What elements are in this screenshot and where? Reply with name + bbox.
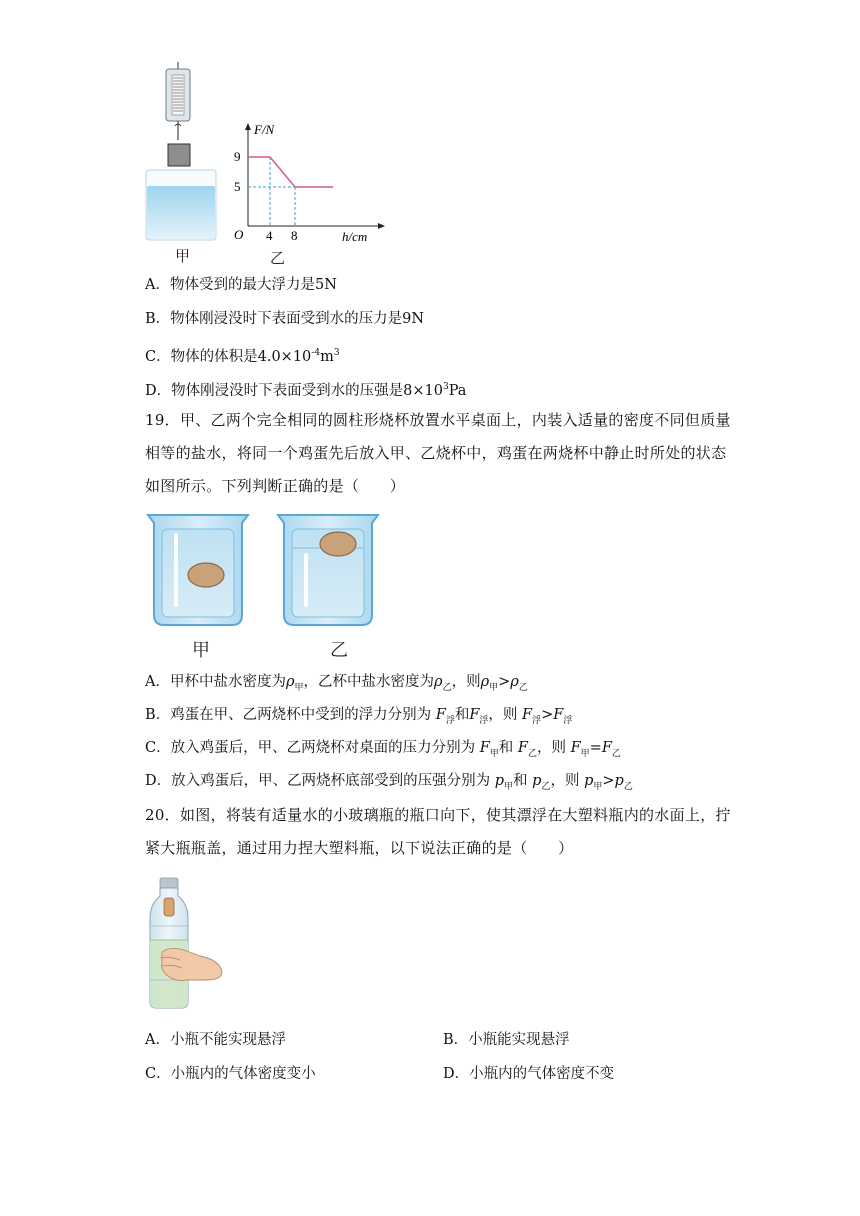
q19-a-text3: ，则	[451, 674, 481, 690]
q19-a-sub2: 乙	[442, 682, 452, 693]
q20-stem-line1: 20．如图，将装有适量水的小玻璃瓶的瓶口向下，使其漂浮在大塑料瓶内的水面上，拧	[145, 806, 731, 824]
q19-d-text3: ，则	[550, 773, 585, 789]
q19-d-sym1: p	[494, 773, 505, 789]
q19-c-text1: C．放入鸡蛋后，甲、乙两烧杯对桌面的压力分别为	[145, 740, 480, 756]
q18-option-c-unit: m	[320, 348, 334, 365]
q19-a-sym3: ρ	[480, 674, 490, 690]
force-curve	[248, 157, 333, 187]
q19-d-sym2: p	[532, 773, 542, 789]
y-tick-5: 5	[234, 179, 241, 194]
q20-stem-line2: 紧大瓶瓶盖，通过用力捏大塑料瓶，以下说法正确的是（ ）	[145, 839, 574, 857]
q19-option-a[interactable]	[145, 672, 528, 698]
q20-option-d[interactable]: D．小瓶内的气体密度不变	[443, 1066, 615, 1082]
q19-stem-line2: 相等的盐水，将同一个鸡蛋先后放入甲、乙烧杯中，鸡蛋在两烧杯中静止时所处的状态	[145, 444, 727, 462]
q19-c-sub2: 乙	[527, 748, 537, 759]
q19-b-sub2: 浮	[479, 715, 489, 726]
origin-label: O	[234, 227, 244, 242]
q18-option-c-unit-exp: 3	[333, 348, 340, 358]
q18-option-d-prefix: D．物体刚浸没时下表面受到水的压强是	[145, 382, 404, 399]
q19-stem-line1: 19．甲、乙两个完全相同的圆柱形烧杯放置水平桌面上，内装入适量的密度不同但质量	[145, 411, 731, 429]
figure1-caption-left: 甲	[175, 247, 191, 265]
q20-option-a[interactable]: A．小瓶不能实现悬浮	[145, 1032, 286, 1048]
q19-d-sub3: 甲	[593, 781, 603, 792]
beaker-right	[278, 515, 378, 625]
beaker-left-label: 甲	[192, 640, 210, 661]
q19-d-sub4: 乙	[623, 781, 633, 792]
q19-option-d[interactable]	[145, 771, 633, 797]
y-tick-9: 9	[234, 149, 241, 164]
q19-a-sub1: 甲	[294, 682, 304, 693]
q19-b-sub3: 浮	[532, 715, 542, 726]
q19-b-sym1: F	[435, 707, 446, 723]
q19-a-sym2: ρ	[434, 674, 443, 690]
q19-c-sym4: F	[601, 740, 612, 756]
q18-option-c[interactable]	[145, 343, 340, 367]
q18-option-d-unit: Pa	[448, 382, 467, 399]
q19-d-text2: 和	[513, 773, 533, 789]
beaker-left	[148, 515, 248, 625]
q19-b-text3: ，则	[488, 707, 523, 723]
figure1-caption-right: 乙	[270, 249, 286, 267]
q19-b-sym3: F	[522, 707, 533, 723]
q18-option-d-exp: 3	[442, 382, 449, 392]
q19-a-sub3: 甲	[489, 682, 499, 693]
q19-a-text2: ，乙杯中盐水密度为	[303, 674, 435, 690]
q18-option-c-exp: -4	[311, 348, 321, 358]
q19-c-sub1: 甲	[489, 748, 499, 759]
q19-c-sym2: F	[517, 740, 528, 756]
spring-scale-figure	[140, 62, 230, 262]
q19-c-sub4: 乙	[611, 748, 621, 759]
q19-c-sym1: F	[479, 740, 490, 756]
q19-b-text4: >	[541, 707, 554, 723]
x-tick-8: 8	[291, 228, 298, 243]
beakers-egg-figure	[140, 505, 400, 665]
q19-d-sub1: 甲	[504, 781, 514, 792]
q19-b-text1: B．鸡蛋在甲、乙两烧杯中受到的浮力分别为	[145, 707, 436, 723]
q20-option-b[interactable]: B．小瓶能实现悬浮	[443, 1032, 570, 1048]
q19-a-sym1: ρ	[285, 674, 295, 690]
beaker-right-label: 乙	[330, 640, 348, 661]
q19-c-text3: ，则	[536, 740, 571, 756]
x-tick-4: 4	[266, 228, 273, 243]
q19-c-text4: =	[589, 740, 602, 756]
q19-stem-line3: 如图所示。下列判断正确的是（ ）	[145, 477, 406, 495]
q19-d-text1: D．放入鸡蛋后，甲、乙两烧杯底部受到的压强分别为	[145, 773, 495, 789]
q19-option-b[interactable]	[145, 705, 572, 731]
q19-b-text2: 和	[454, 707, 470, 723]
q19-d-sym4: p	[614, 773, 624, 789]
q19-c-text2: 和	[498, 740, 518, 756]
q19-d-sym3: p	[584, 773, 594, 789]
q19-c-sym3: F	[570, 740, 581, 756]
q19-c-sub3: 甲	[580, 748, 590, 759]
x-axis-label: h/cm	[342, 229, 368, 244]
q19-a-sub4: 乙	[518, 682, 528, 693]
y-axis-label: F/N	[254, 122, 275, 137]
q18-option-c-prefix: C．物体的体积是	[145, 348, 258, 365]
q19-b-sym4: F	[553, 707, 564, 723]
force-depth-graph	[228, 120, 388, 250]
q18-option-a[interactable]: A．物体受到的最大浮力是5N	[145, 277, 337, 293]
q19-d-sub2: 乙	[541, 781, 551, 792]
q19-b-sub1: 浮	[445, 715, 455, 726]
q19-d-text4: >	[602, 773, 615, 789]
q18-option-d-value: 8×10	[403, 382, 443, 399]
q19-a-text4: >	[498, 674, 511, 690]
q18-option-d[interactable]	[145, 377, 466, 401]
q19-a-text1: A．甲杯中盐水密度为	[145, 674, 286, 690]
q19-b-sym2: F	[469, 707, 480, 723]
egg-left	[188, 563, 224, 587]
plastic-bottle-figure	[140, 876, 240, 1016]
q19-option-c[interactable]	[145, 738, 621, 764]
q18-option-c-value: 4.0×10	[257, 348, 312, 365]
q18-option-b[interactable]: B．物体刚浸没时下表面受到水的压力是9N	[145, 311, 425, 327]
q19-a-sym4: ρ	[510, 674, 519, 690]
egg-right	[320, 532, 356, 556]
q20-option-c[interactable]: C．小瓶内的气体密度变小	[145, 1066, 316, 1082]
q19-b-sub4: 浮	[563, 715, 573, 726]
